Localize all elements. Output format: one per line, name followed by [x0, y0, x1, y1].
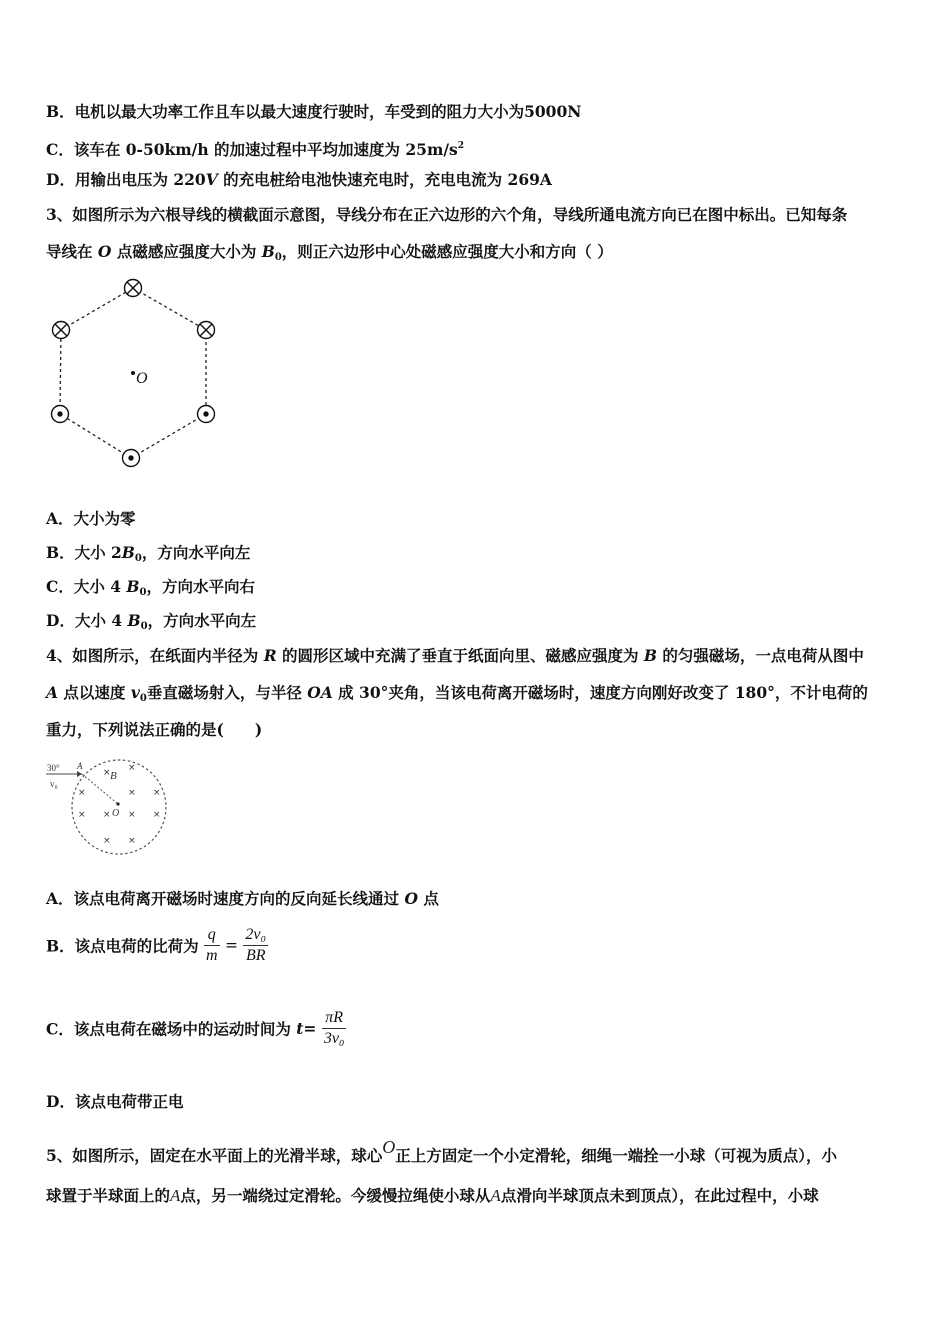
- point-a-label: A: [77, 761, 83, 771]
- hexagon-wires-figure: [45, 275, 225, 475]
- svg-text:×: ×: [128, 763, 136, 773]
- q4-stem-line3: 重力，下列说法正确的是( ): [46, 720, 263, 739]
- q2-option-d: D．用输出电压为 220V 的充电桩给电池快速充电时，充电电流为 269A: [46, 170, 552, 189]
- center-label: O: [136, 370, 148, 387]
- q4-option-a: A．该点电荷离开磁场时速度方向的反向延长线通过 O 点: [46, 889, 439, 908]
- svg-text:×: ×: [103, 836, 111, 846]
- q2-option-b: B．电机以最大功率工作且车以最大速度行驶时，车受到的阻力大小为5000N: [46, 102, 582, 121]
- ratio-value-fraction: $\frac{\text{2v₀}}{BR}$: [245, 926, 267, 964]
- q2-option-c: C．该车在 0-50km/h 的加速过程中平均加速度为 $25m/s^2$: [46, 140, 465, 159]
- wire-out-of-page-icon: [198, 406, 215, 423]
- q3-option-a: A．大小为零: [46, 509, 136, 528]
- center-dot: [131, 371, 135, 375]
- wire-out-of-page-icon: [52, 406, 69, 423]
- wire-into-page-icon: [198, 322, 215, 339]
- q3-option-c: C．大小 4 $B_0$，方向水平向右: [46, 577, 256, 598]
- svg-text:×: ×: [128, 836, 136, 846]
- svg-text:×: ×: [153, 788, 161, 798]
- q4-option-d: D．该点电荷带正电: [46, 1092, 184, 1111]
- v0-label: v₀: [50, 779, 58, 789]
- q4-option-c: C．该点电荷在磁场中的运动时间为 t= $\frac{\pi R}{\text{3v₀}}$: [46, 1009, 345, 1047]
- q4-stem-line2: A 点以速度 $v_0$垂直磁场射入，与半径 OA 成 30°夹角，当该电荷离开磁场时，速度方向刚好改变了 180°，不计电荷的: [46, 683, 868, 704]
- svg-text:×: ×: [128, 788, 136, 798]
- svg-text:×: ×: [153, 810, 161, 820]
- q5-stem-line2: 球置于半球面上的A点，另一端绕过定滑轮。今缓慢拉绳使小球从A点滑向半球顶点未到顶点），在此过程中，小球: [46, 1186, 819, 1205]
- svg-text:×: ×: [78, 788, 86, 798]
- svg-text:×: ×: [128, 810, 136, 820]
- q3-option-b: B．大小 $2B_0$，方向水平向左: [46, 543, 251, 564]
- q4-stem-line1: 4、如图所示，在纸面内半径为 R 的圆形区域中充满了垂直于纸面向里、磁感应强度为 B 的匀强磁场，一点电荷从图中: [46, 646, 864, 665]
- field-b-label: B: [110, 770, 117, 782]
- angle-label: 30°: [47, 763, 60, 773]
- svg-text:×: ×: [78, 810, 86, 820]
- wire-into-page-icon: [125, 280, 142, 297]
- center-o-label: O: [112, 808, 120, 819]
- circular-field-figure: [44, 758, 174, 858]
- q3-option-d: D．大小 4 $B_0$，方向水平向左: [46, 611, 257, 632]
- time-fraction: $\frac{\pi R}{\text{3v₀}}$: [323, 1009, 345, 1047]
- q4-option-b: B．该点电荷的比荷为 $\frac{q}{m}$ = $\frac{\text{2v₀}}{BR}$: [46, 926, 267, 964]
- q3-stem-line2: 导线在 O 点磁感应强度大小为 $B_0$，则正六边形中心处磁感应强度大小和方向（ ）: [46, 242, 613, 263]
- charge-mass-ratio-fraction: $\frac{q}{m}$: [206, 926, 218, 964]
- field-boundary: [72, 760, 166, 854]
- svg-text:×: ×: [103, 810, 111, 820]
- q3-stem-line1: 3、如图所示为六根导线的横截面示意图，导线分布在正六边形的六个角，导线所通电流方向已在图中标出。已知每条: [46, 205, 848, 224]
- svg-text:×: ×: [103, 768, 111, 778]
- wire-into-page-icon: [53, 322, 70, 339]
- q5-stem-line1: 5、如图所示，固定在水平面上的光滑半球，球心O正上方固定一个小定滑轮，细绳一端拴一小球（可视为质点），小: [46, 1137, 838, 1165]
- wire-out-of-page-icon: [123, 450, 140, 467]
